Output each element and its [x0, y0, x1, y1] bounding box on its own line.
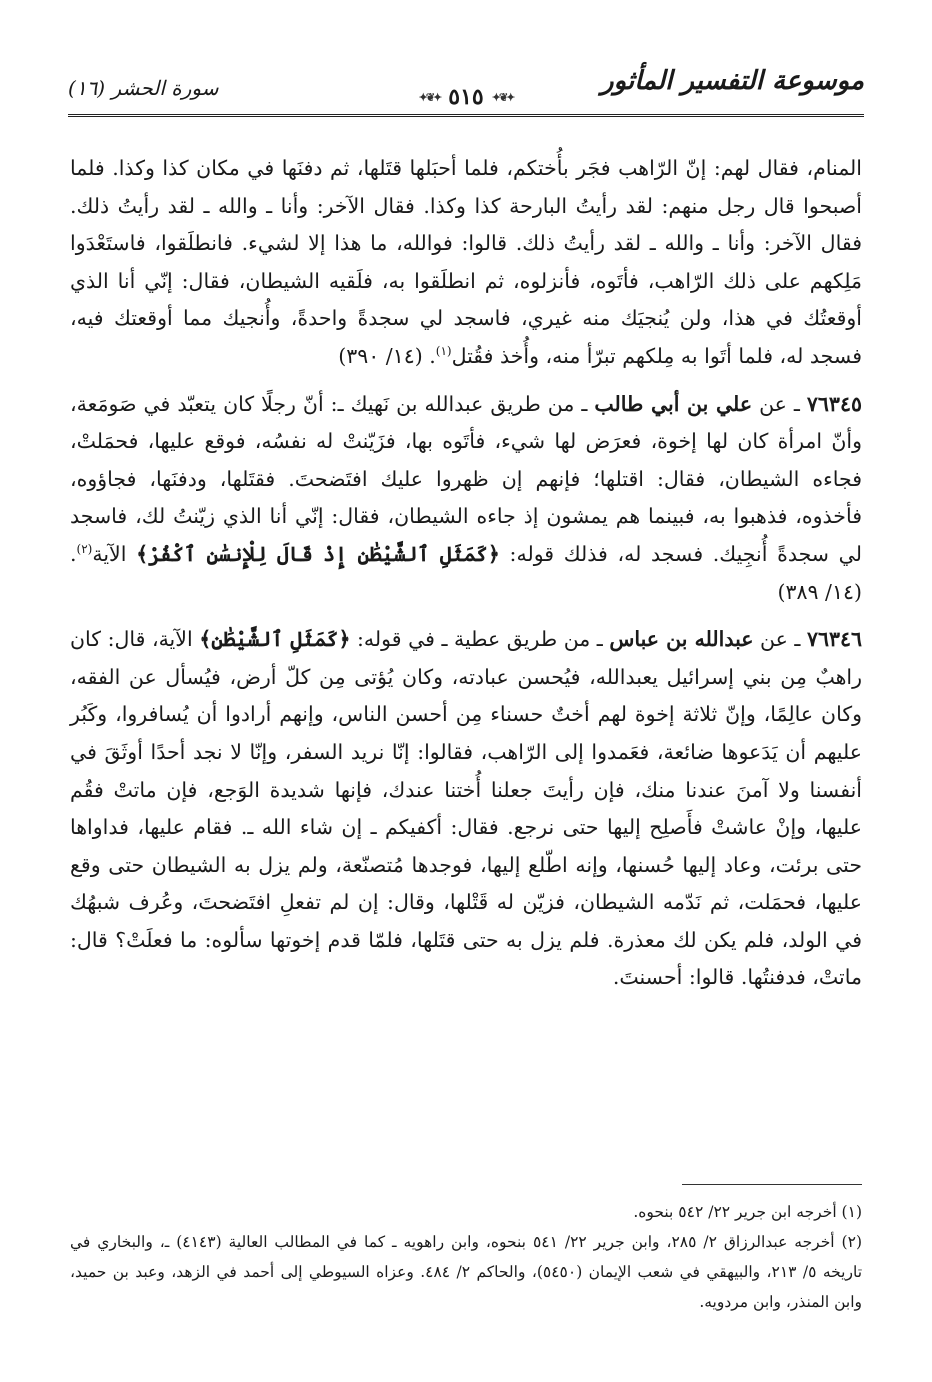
- footnote-marker[interactable]: (١): [435, 344, 452, 359]
- narration-prefix: ـ عن: [753, 627, 807, 652]
- narrator-name: عبدالله بن عباس: [609, 627, 754, 652]
- main-text: [70, 150, 862, 997]
- paragraph-text: ـ من طريق عطية ـ في قوله:: [350, 627, 610, 652]
- surah-label: سورة الحشر (١٦): [68, 76, 219, 100]
- narration-number: ٧٦٣٤٥: [806, 391, 862, 416]
- book-title: موسوعة التفسير المأثور: [601, 66, 864, 96]
- page-number: ٥١٥: [448, 84, 484, 110]
- paragraph-text: ـ من طريق عبدالله بن نَهيك ـ: أنّ رجلًا كان يتعبّد في صَومَعة، وأنّ امرأة كان لها إخوة، فعرَض لها شيء، فأتَوه بها، فزَيّنتْ له نفسُه، فوقع عليها، فحمَلتْ، فجاءه الشيطان، فقال: اقتلها؛ فإنهم إن ظهروا عليك افتَضحتَ. فقتَلها، ودفنَها، فجاؤوه، فأخذوه، فذهبوا به، فبينما هم يمشون إذ جاءه الشيطان، فقال: إنّي أنا الذي زيّنتُ لك، فاسجد لي سجدةً أُنجِيك. فسجد له، فذلك قوله:: [70, 391, 862, 566]
- quran-verse: ﴿كَمَثَلِ ٱلشَّيْطَٰنِ﴾: [199, 627, 351, 652]
- paragraph-continuation: [70, 150, 862, 376]
- page-header: [68, 66, 864, 120]
- ornament-icon: ✦❦✦: [418, 90, 441, 104]
- paragraph-text: المنام، فقال لهم: إنّ الرّاهب فجَر بأُختكم، فلما أحبَلها قتَلها، ثم دفنَها في مكان كذا وكذا. فلما أصبحوا قال رجل منهم: لقد رأيتُ البارحة كذا وكذا. فقال الآخر: وأنا ـ والله ـ لقد رأيتُ ذلك. فقال الآخر: وأنا ـ والله ـ لقد رأيتُ ذلك. قالوا: فوالله، ما هذا إلا لشيء. فانطلَقوا، فاستَعْدَوا مَلِكهم على ذلك الرّاهب، فأتَوه، فأنزلوه، ثم انطلَقوا به، فلَقيه الشيطان، فقال: إنّي أنا الذي أوقعتُك في هذا، ولن يُنجيَك منه غيري، فاسجد لي سجدةً واحدةً، وأُنجيك مما أوقعتك فيه، فسجد له، فلما أتَوا به مِلكهم تبرّأ منه، وأُخذ فقُتل: [70, 156, 862, 368]
- volume-reference: . (١٤/ ٣٩٠): [338, 343, 436, 368]
- narration-prefix: ـ عن: [752, 391, 807, 416]
- paragraph-text: الآية: [92, 541, 137, 566]
- footnote-divider: [682, 1184, 862, 1185]
- narrator-name: علي بن أبي طالب: [594, 391, 753, 416]
- narration-number: ٧٦٣٤٦: [806, 627, 863, 652]
- paragraph-text: الآية، قال: كان راهبٌ مِن بني إسرائيل يعبدالله، فيُحسن عبادته، وكان يُؤتى مِن كلّ أرض، فيُسأل عن الفقه، وكان عالِمًا، وإنّ ثلاثة إخوة لهم أختٌ حسناء مِن أحسن الناس، وإنهم أرادوا أن يُسافروا، وكَبُر عليهم أن يَدَعوها ضائعة، فعَمدوا إلى الرّاهب، فقالوا: إنّا نريد السفر، وإنّا لا نجد أحدًا أوثَقَ في أنفسنا ولا آمنَ عندنا منك، فإن رأيتَ جعلنا أُختنا عندك، فإنها شديدة الوَجع، فإن ماتتْ فقُم عليها، وإنْ عاشتْ فأَصلِح إليها حتى نرجع. فقال: أكفيكم ـ إن شاء الله ـ. فقام عليها، فداواها حتى برئت، وعاد إليها حُسنها، وإنه اطّلع إليها، فوجدها مُتصنّعة، ولم يزل به الشيطان حتى وقع عليها، فحمَلت، ثم نَدّمه الشيطان، فزيّن له قَتْلها، وقال: إن لم تفعلِ افتَضحتَ، وعُرف شبهُك في الولد، فلم يكن لك معذرة. فلم يزل به حتى قتَلها، فلمّا قدم إخوتها سألوه: ما فعلَتْ؟ قال: ماتتْ، فدفنتُها. قالوا: أحسنتَ.: [70, 627, 862, 990]
- page-number-group: [419, 84, 514, 110]
- footnotes: [70, 1184, 862, 1317]
- volume-reference: . (١٤/ ٣٨٩): [70, 541, 862, 604]
- paragraph-76346: [70, 621, 862, 997]
- footnote-2: (٢) أخرجه عبدالرزاق ٢/ ٢٨٥، وابن جرير ٢٢/ ٥٤١ بنحوه، وابن راهويه ـ كما في المطالب العالية (٤١٤٣) ـ، والبخاري في تاريخه ٥/ ٢١٣، والبيهقي في شعب الإيمان (٥٤٥٠)، والحاكم ٢/ ٤٨٤. وعزاه السيوطي إلى أحمد في الزهد، وعبد بن حميد، وابن المنذر، وابن مردويه.: [70, 1233, 863, 1311]
- quran-verse: ﴿كَمَثَلِ ٱلشَّيْطَٰنِ إِذْ قَالَ لِلْإِنسَٰنِ ٱكْفُرْ﴾: [136, 541, 500, 566]
- ornament-icon: ✦❦✦: [491, 90, 514, 104]
- header-divider: [68, 114, 864, 117]
- footnote-1: (١) أخرجه ابن جرير ٢٢/ ٥٤٢ بنحوه.: [633, 1203, 862, 1221]
- paragraph-76345: [70, 386, 862, 612]
- footnote-marker[interactable]: (٢): [76, 542, 93, 557]
